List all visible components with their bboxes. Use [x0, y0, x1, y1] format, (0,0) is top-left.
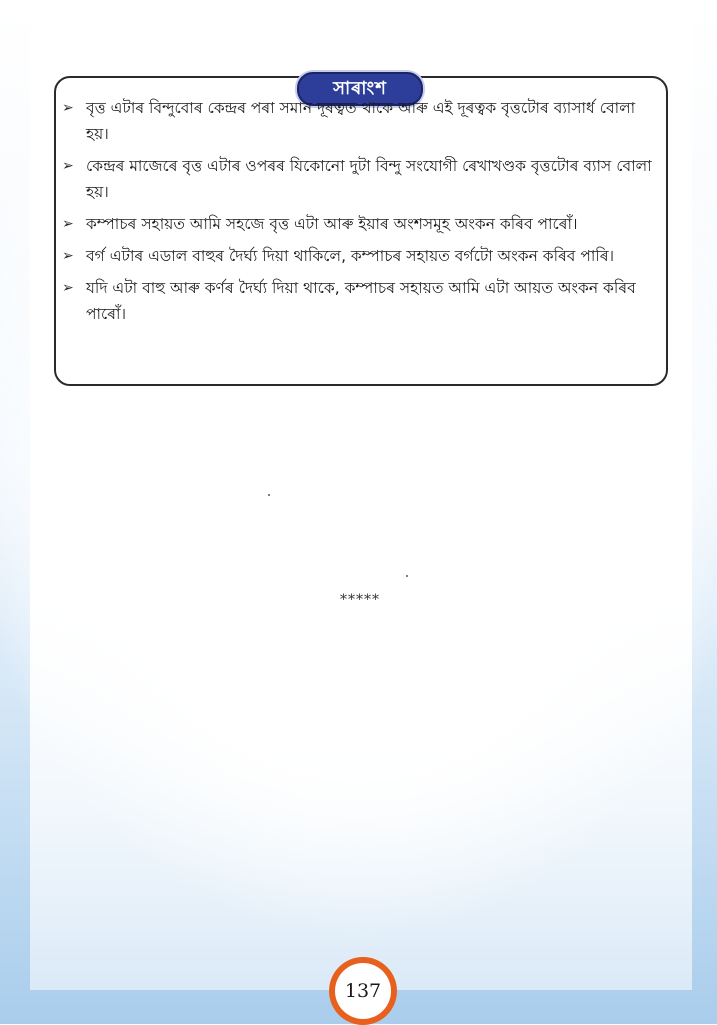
arrow-bullet-icon: ➢ — [62, 100, 74, 116]
summary-list — [62, 95, 662, 333]
summary-title: সাৰাংশ — [297, 72, 423, 106]
speck — [406, 575, 408, 577]
summary-item-text: কেন্দ্ৰৰ মাজেৰে বৃত্ত এটাৰ ওপৰৰ যিকোনো দুটা বিন্দু সংযোগী ৰেখাখণ্ডক বৃত্তটোৰ ব্যাস বোলা হয়। — [86, 157, 652, 201]
summary-item — [62, 243, 662, 269]
summary-item — [62, 211, 662, 237]
summary-item — [62, 95, 662, 147]
arrow-bullet-icon: ➢ — [62, 158, 74, 174]
summary-item — [62, 275, 662, 327]
summary-item-text: বৃত্ত এটাৰ বিন্দুবোৰ কেন্দ্ৰৰ পৰা সমান দূৰত্বত থাকে আৰু এই দূৰত্বক বৃত্তটোৰ ব্যাসাৰ্ধ বোলা হয়। — [86, 99, 636, 143]
summary-item — [62, 153, 662, 205]
summary-item-text: যদি এটা বাহু আৰু কৰ্ণৰ দৈৰ্ঘ্য দিয়া থাকে, কম্পাচৰ সহায়ত আমি এটা আয়ত অংকন কৰিব পাৰোঁ। — [86, 279, 636, 323]
summary-item-text: বৰ্গ এটাৰ এডাল বাহুৰ দৈৰ্ঘ্য দিয়া থাকিলে, কম্পাচৰ সহায়ত বৰ্গটো অংকন কৰিব পাৰি। — [86, 247, 615, 265]
page-number: 137 — [335, 963, 391, 1019]
summary-item-text: কম্পাচৰ সহায়ত আমি সহজে বৃত্ত এটা আৰু ইয়াৰ অংশসমূহ অংকন কৰিব পাৰোঁ। — [86, 215, 578, 233]
arrow-bullet-icon: ➢ — [62, 216, 74, 232]
section-separator: ***** — [340, 592, 380, 608]
speck — [268, 494, 270, 496]
arrow-bullet-icon: ➢ — [62, 248, 74, 264]
arrow-bullet-icon: ➢ — [62, 280, 74, 296]
page-number-badge — [329, 957, 397, 1025]
